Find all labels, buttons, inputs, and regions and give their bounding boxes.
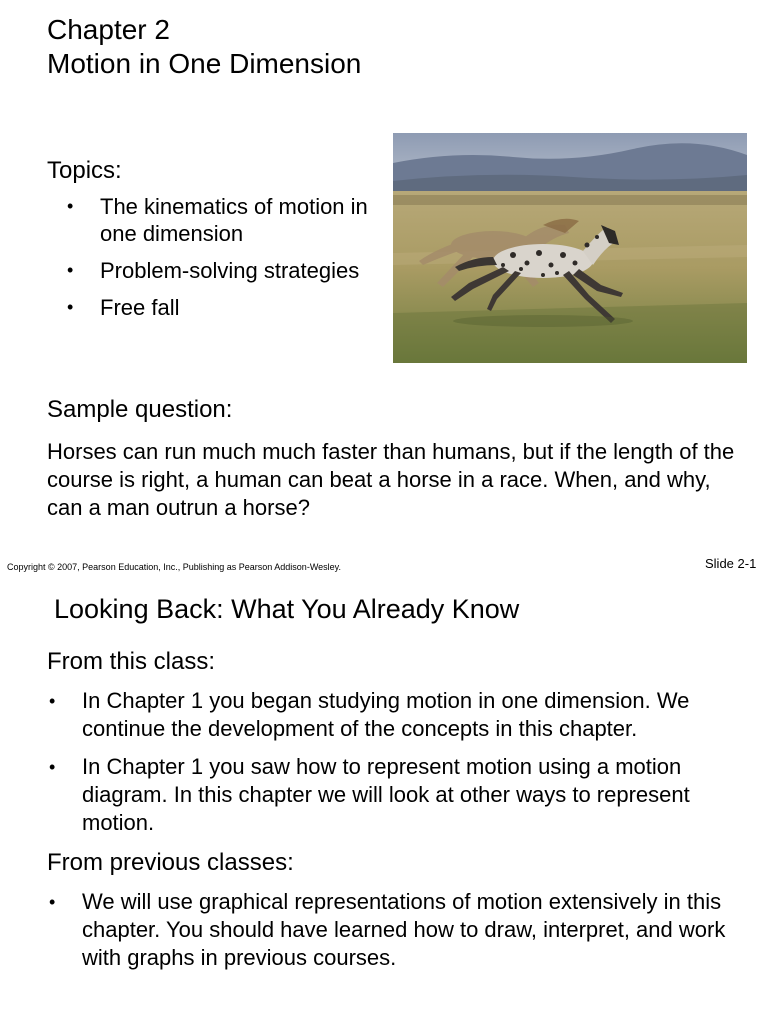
topic-text: Free fall: [100, 295, 180, 320]
topic-text: Problem-solving strategies: [100, 258, 360, 283]
list-item: [47, 193, 387, 247]
list-item: [47, 753, 737, 837]
list-item: [47, 888, 747, 972]
sample-question-heading: Sample question:: [47, 396, 233, 423]
bullet-text: In Chapter 1 you saw how to represent motion using a motion diagram. In this chapter we will look at other ways to represent motion.: [82, 754, 690, 835]
galloping-horses-photo: [393, 133, 747, 363]
bullet-text: We will use graphical representations of motion extensively in this chapter. You should have learned how to draw, interpret, and work with graphs in previous courses.: [82, 889, 726, 970]
copyright-text: Copyright © 2007, Pearson Education, Inc., Publishing as Pearson Addison-Wesley.: [7, 562, 341, 572]
bullet-icon: •: [67, 196, 74, 216]
slide-title-line1: Chapter 2: [47, 14, 170, 45]
section-heading-this-class: From this class:: [47, 648, 216, 675]
this-class-list: [47, 687, 737, 847]
topics-heading: Topics:: [47, 157, 122, 184]
sample-question-text: Horses can run much much faster than humans, but if the length of the course is right, a human can beat a horse in a race. When, and why, can a man outrun a horse?: [47, 439, 735, 520]
bullet-icon: •: [67, 297, 74, 317]
topics-list: [47, 193, 387, 331]
slide-title: Looking Back: What You Already Know: [54, 594, 520, 624]
previous-classes-list: [47, 888, 747, 982]
list-item: [47, 687, 737, 743]
bullet-icon: •: [67, 260, 74, 280]
section-heading-previous-classes: From previous classes:: [47, 849, 294, 876]
bullet-icon: •: [49, 691, 56, 711]
list-item: [47, 294, 387, 321]
slide-number: Slide 2-1: [705, 556, 757, 571]
slide-title-line2: Motion in One Dimension: [47, 48, 362, 79]
list-item: [47, 257, 387, 284]
bullet-icon: •: [49, 892, 56, 912]
topic-text: The kinematics of motion in one dimension: [100, 194, 368, 246]
bullet-text: In Chapter 1 you began studying motion in one dimension. We continue the development of the concepts in this chapter.: [82, 688, 690, 741]
bullet-icon: •: [49, 757, 56, 777]
